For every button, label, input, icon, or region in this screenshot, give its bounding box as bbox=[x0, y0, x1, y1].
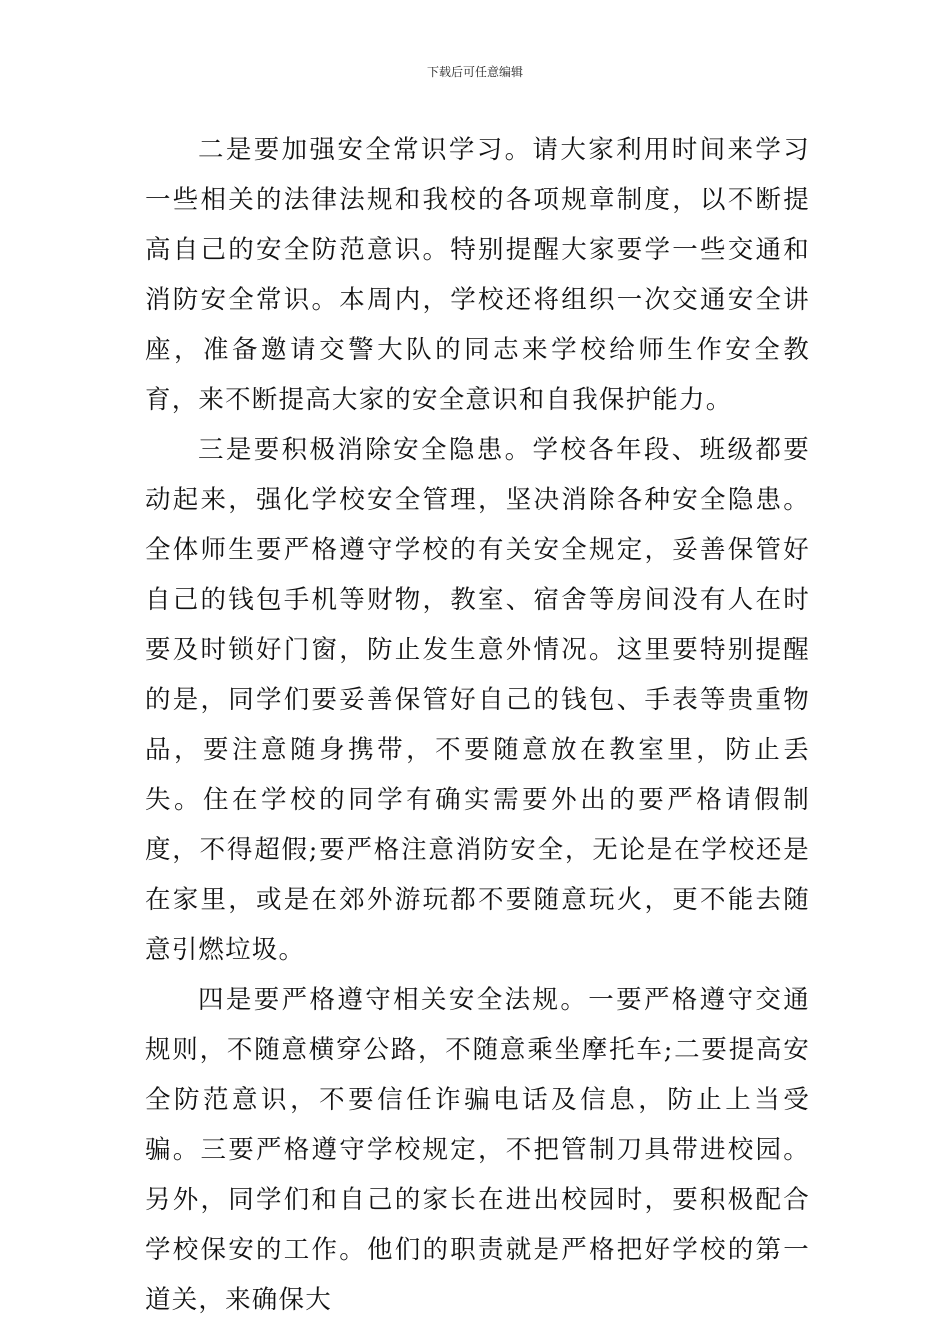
page-header: 下载后可任意编辑 bbox=[426, 65, 523, 79]
paragraph-safety-knowledge: 二是要加强安全常识学习。请大家利用时间来学习一些相关的法律法规和我校的各项规章制度，以不断提高自己的安全防范意识。特别提醒大家要学一些交通和消防安全常识。本周内，学校还将组织一次交通安全讲座，准备邀请交警大队的同志来学校给师生作安全教育，来不断提高大家的安全意识和自我保护能力。 bbox=[145, 135, 810, 415]
paragraph-eliminate-hazards: 三是要积极消除安全隐患。学校各年段、班级都要动起来，强化学校安全管理，坚决消除各种安全隐患。全体师生要严格遵守学校的有关安全规定，妥善保管好自己的钱包手机等财物，教室、宿舍等房间没有人在时要及时锁好门窗，防止发生意外情况。这里要特别提醒的是，同学们要妥善保管好自己的钱包、手表等贵重物品，要注意随身携带，不要随意放在教室里，防止丢失。住在学校的同学有确实需要外出的要严格请假制度，不得超假;要严格注意消防安全，无论是在学校还是在家里，或是在郊外游玩都不要随意玩火，更不能去随意引燃垃圾。 bbox=[145, 435, 810, 965]
paragraph-obey-regulations: 四是要严格遵守相关安全法规。一要严格遵守交通规则，不随意横穿公路，不随意乘坐摩托车;二要提高安全防范意识，不要信任诈骗电话及信息，防止上当受骗。三要严格遵守学校规定，不把管制刀具带进校园。另外，同学们和自己的家长在进出校园时，要积极配合学校保安的工作。他们的职责就是严格把好学校的第一道关，来确保大 bbox=[145, 985, 810, 1315]
document-body bbox=[145, 125, 810, 1325]
